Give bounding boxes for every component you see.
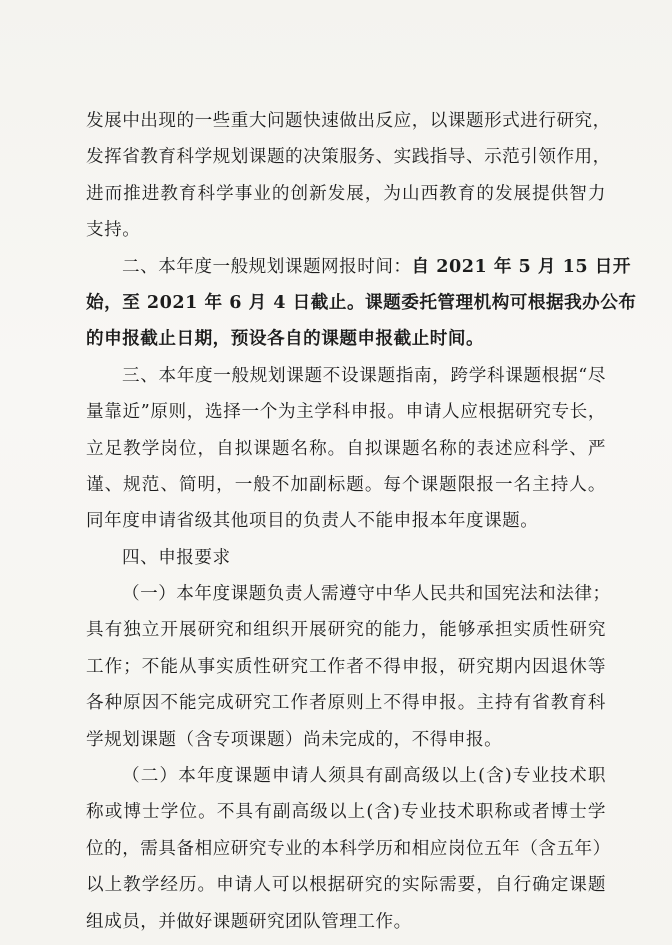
- text-line: （一）本年度课题负责人需遵守中华人民共和国宪法和法律；: [122, 584, 611, 605]
- section-2-heading-line: [86, 249, 631, 285]
- text-line: 支持。: [86, 220, 141, 241]
- text-line: 同年度申请省级其他项目的负责人不能申报本年度课题。: [86, 511, 539, 532]
- text-line: 发挥省教育科学规划课题的决策服务、实践指导、示范引领作用，: [86, 147, 611, 168]
- text-line: 工作；不能从事实质性研究工作者不得申报，研究期内因退休等: [86, 656, 606, 677]
- text-line: 发展中出现的一些重大问题快速做出反应，以课题形式进行研究，: [86, 111, 611, 131]
- section-2-label: 二、本年度一般规划课题网报时间：: [122, 256, 412, 277]
- document-body: [86, 103, 637, 940]
- text-line-bold: 始，至 2021 年 6 月 4 日截止。课题委托管理机构可根据我办公布: [86, 291, 637, 313]
- text-line: 各种原因不能完成研究工作者原则上不得申报。主持有省教育科: [86, 693, 606, 714]
- text-line: 量靠近”原则，选择一个为主学科申报。申请人应根据研究专长，: [86, 402, 606, 423]
- text-line: 组成员，并做好课题研究团队管理工作。: [86, 911, 412, 932]
- text-line: 以上教学经历。申请人可以根据研究的实际需要，自行确定课题: [86, 875, 606, 896]
- text-line: （二）本年度课题申请人须具有副高级以上(含)专业技术职: [122, 766, 606, 787]
- text-line: 称或博士学位。不具有副高级以上(含)专业技术职称或者博士学: [86, 802, 606, 823]
- text-line: 谨、规范、简明，一般不加副标题。每个课题限报一名主持人。: [86, 474, 606, 495]
- section-4-heading: 四、申报要求: [122, 547, 231, 568]
- text-line: 学规划课题（含专项课题）尚未完成的，不得申报。: [86, 729, 503, 750]
- text-line: 立足教学岗位，自拟课题名称。自拟课题名称的表述应科学、严: [86, 438, 606, 459]
- text-line-bold: 的申报截止日期，预设各自的课题申报截止时间。: [86, 328, 485, 350]
- text-line: 具有独立开展研究和组织开展研究的能力，能够承担实质性研究: [86, 620, 606, 641]
- text-line: 进而推进教育科学事业的创新发展，为山西教育的发展提供智力: [86, 183, 606, 204]
- section-2-bold-tail: 自 2021 年 5 月 15 日开: [411, 255, 631, 277]
- text-line: 位的，需具备相应研究专业的本科学历和相应岗位五年（含五年）: [86, 838, 611, 859]
- text-line: 三、本年度一般规划课题不设课题指南，跨学科课题根据“尽: [122, 365, 606, 386]
